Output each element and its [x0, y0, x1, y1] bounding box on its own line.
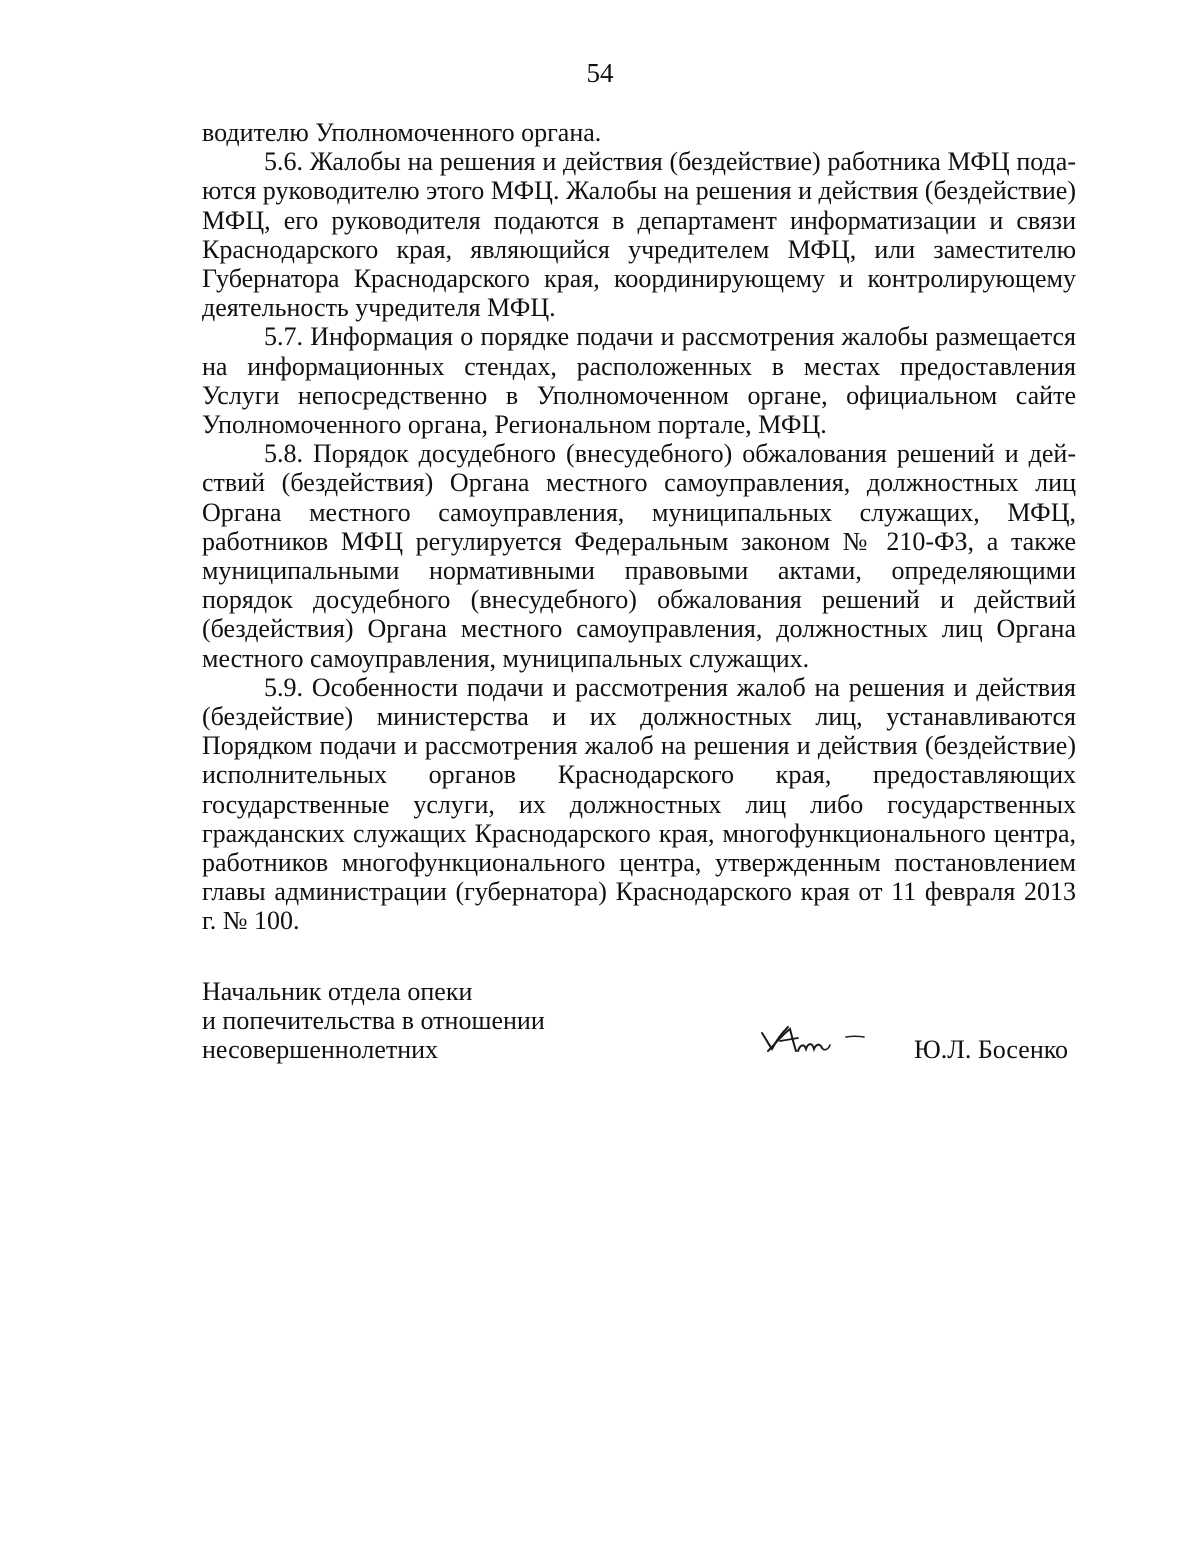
page-number: 54 — [586, 58, 614, 88]
signer-position-line: несовершеннолетних — [202, 1035, 439, 1064]
paragraph-5-8: 5.8. Порядок досудебного (внесудебного) обжалования решений и действий (бездействия) Органа местного самоуправления, должностных лиц Органа местного самоуправления, муниципальных служащих, МФЦ, работников МФЦ регулируется Федеральным законом № 210-ФЗ, а также муниципальными нормативными правовыми актами, определяющими порядок досудебного (внесудебного) обжалования решений и действий (бездействия) Органа местного самоуправления, должностных лиц Органа местного самоуправления, муниципальных служащих. — [202, 439, 1076, 673]
paragraph-5-6: 5.6. Жалобы на решения и действия (бездействие) работника МФЦ подаются руководителю этого МФЦ. Жалобы на решения и действия (бездействие) МФЦ, его руководителя подаются в департамент информатизации и связи Краснодарского края, являющийся учредителем МФЦ, или заместителю Губернатора Краснодарского края, координирующему и контролирующему деятельность учредителя МФЦ. — [202, 147, 1076, 323]
paragraph-5-7: 5.7. Информация о порядке подачи и рассмотрения жалобы размещается на информационных стендах, расположенных в местах предоставления Услуги непосредственно в Уполномоченном органе, официальном сайте Уполномоченного органа, Региональном портале, МФЦ. — [202, 322, 1076, 440]
handwritten-signature — [758, 1023, 868, 1059]
paragraph-continuation: водителю Уполномоченного органа. — [202, 118, 602, 147]
paragraph-5-9: 5.9. Особенности подачи и рассмотрения жалоб на решения и действия (бездействие) министерства и их должностных лиц, устанавливаются Порядком подачи и рассмотрения жалоб на решения и действия (бездействие) исполнительных органов Краснодарского края, предоставляющих государственные услуги, их должностных лиц либо государственных гражданских служащих Краснодарского края, многофункционального центра, работников многофункционального центра, утвержденным постановлением главы администрации (губернатора) Краснодарского края от 11 февраля 2013 г. № 100. — [202, 672, 1076, 936]
signer-name: Ю.Л. Босенко — [914, 1035, 1069, 1064]
signer-position-line: и попечительства в отношении — [202, 1006, 545, 1035]
signer-position — [202, 977, 622, 1064]
signature-block — [202, 977, 1082, 1087]
signer-position-line: Начальник отдела опеки — [202, 977, 473, 1006]
document-body — [202, 118, 1076, 936]
